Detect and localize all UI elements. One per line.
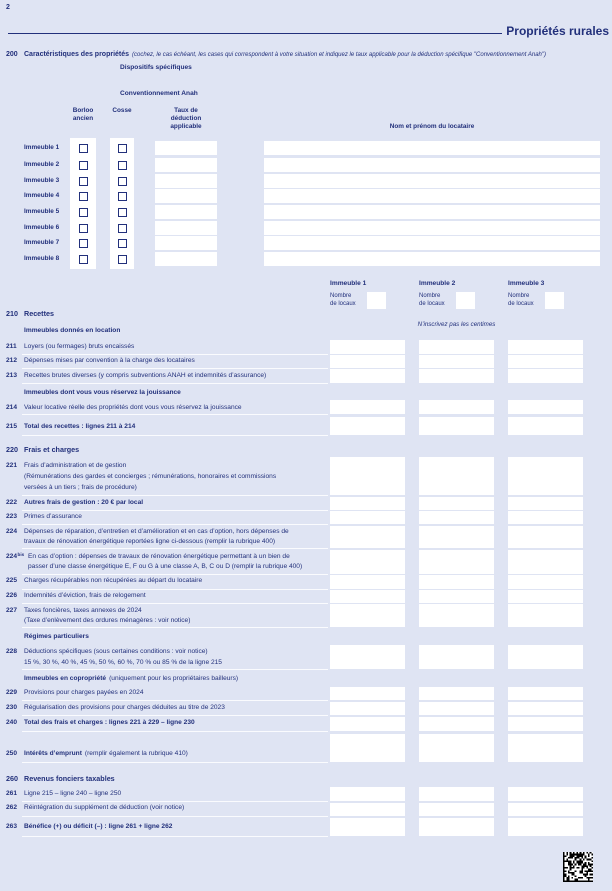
taux-deduction-immeuble-2[interactable]	[155, 158, 217, 172]
line-text: Dépenses de réparation, d’entretien et d’amélioration et en cas d’option, hors dépenses de	[24, 528, 289, 535]
column-header-taux	[158, 107, 214, 131]
page-title: Propriétés rurales	[506, 24, 609, 38]
line-225-code	[6, 576, 17, 586]
row-separator	[22, 574, 328, 575]
checkbox-borloo-immeuble-2[interactable]	[79, 161, 88, 170]
amount-261-immeuble-1[interactable]	[330, 787, 405, 801]
column-header-borloo-line: Borloo	[72, 107, 94, 114]
amount-228-immeuble-1[interactable]	[330, 645, 405, 669]
amount-224-immeuble-3[interactable]	[508, 526, 583, 548]
amount-225-immeuble-2[interactable]	[419, 575, 494, 589]
amount-224-immeuble-2[interactable]	[419, 526, 494, 548]
amount-224bis-immeuble-3[interactable]	[508, 550, 583, 574]
heading-regimes-particuliers-label	[24, 632, 89, 642]
amount-214-immeuble-3[interactable]	[508, 400, 583, 414]
line-263-code	[6, 822, 17, 832]
line-224bis-label	[28, 552, 290, 562]
taux-deduction-immeuble-6[interactable]	[155, 221, 217, 235]
amount-223-immeuble-3[interactable]	[508, 511, 583, 524]
line-code-number: 215	[6, 423, 18, 430]
amount-230-immeuble-3[interactable]	[508, 702, 583, 715]
row-separator	[22, 627, 328, 628]
line-224bis-label	[28, 562, 302, 572]
row-separator	[22, 548, 328, 549]
amount-215-immeuble-1[interactable]	[330, 417, 405, 435]
amount-225-immeuble-1[interactable]	[330, 575, 405, 589]
line-code-number: 214	[6, 404, 18, 411]
row-separator	[22, 816, 328, 817]
line-250-label	[24, 749, 188, 759]
line-227-code	[6, 606, 17, 616]
line-code-number: 260	[6, 774, 18, 783]
amount-column-title: Immeuble 1	[330, 280, 367, 287]
line-code-number: 210	[6, 309, 18, 318]
nom-locataire-immeuble-3[interactable]	[264, 174, 600, 188]
line-code-number: 224	[6, 553, 18, 560]
line-260-label	[24, 774, 115, 784]
line-text: Frais et charges	[24, 445, 80, 454]
nom-locataire-immeuble-1[interactable]	[264, 141, 600, 155]
checkbox-cosse-immeuble-8[interactable]	[118, 255, 127, 264]
amount-228-immeuble-2[interactable]	[419, 645, 494, 669]
line-text: Ligne 215 – ligne 240 – ligne 250	[24, 790, 122, 797]
line-code-number: 226	[6, 592, 18, 599]
amount-215-immeuble-3[interactable]	[508, 417, 583, 435]
line-229-label	[24, 688, 144, 698]
line-220-code	[6, 445, 18, 455]
line-228-label	[24, 647, 208, 657]
taux-deduction-immeuble-4[interactable]	[155, 189, 217, 203]
column-header-borloo-line: ancien	[72, 115, 94, 122]
line-text: (Taxe d’enlèvement des ordures ménagères : voir notice)	[24, 617, 191, 624]
row-separator	[22, 801, 328, 802]
nombre-label-line: Nombre	[508, 293, 530, 299]
taux-deduction-immeuble-7[interactable]	[155, 236, 217, 250]
amount-226-immeuble-1[interactable]	[330, 590, 405, 603]
amount-261-immeuble-3[interactable]	[508, 787, 583, 801]
dispositifs-label: Dispositifs spécifiques	[120, 64, 192, 71]
amount-212-immeuble-1[interactable]	[330, 355, 405, 368]
line-text: Revenus fonciers taxables	[24, 774, 115, 783]
line-240-label	[24, 718, 195, 728]
line-263-label	[24, 822, 172, 832]
amount-215-immeuble-2[interactable]	[419, 417, 494, 435]
amount-229-immeuble-3[interactable]	[508, 687, 583, 700]
line-227-label	[24, 606, 142, 616]
amount-column-title: Immeuble 2	[419, 280, 456, 287]
amount-222-immeuble-1[interactable]	[330, 497, 405, 510]
line-text: Réintégration du supplément de déduction (voir notice)	[24, 804, 185, 811]
immeuble-5-label: Immeuble 5	[24, 208, 60, 215]
page-number: 2	[6, 4, 10, 11]
amount-262-immeuble-2[interactable]	[419, 803, 494, 816]
amount-column-title: Immeuble 3	[508, 280, 545, 287]
line-222-label	[24, 498, 143, 508]
line-code-number: 240	[6, 719, 18, 726]
line-215-code	[6, 422, 17, 432]
checkbox-cosse-immeuble-3[interactable]	[118, 177, 127, 186]
title-rule	[8, 33, 502, 34]
line-226-code	[6, 591, 17, 601]
line-text: Dépenses mises par convention à la charge des locataires	[24, 357, 195, 364]
amount-229-immeuble-2[interactable]	[419, 687, 494, 700]
nom-locataire-immeuble-7[interactable]	[264, 236, 600, 250]
line-210-label	[24, 309, 54, 319]
line-note: (uniquement pour les propriétaires bailleurs)	[109, 675, 239, 682]
row-separator	[22, 589, 328, 590]
line-224bis-code	[6, 552, 24, 562]
amount-261-immeuble-2[interactable]	[419, 787, 494, 801]
row-separator	[22, 603, 328, 604]
line-text: Immeubles dont vous vous réservez la jouissance	[24, 389, 181, 396]
line-text: Autres frais de gestion : 20 € par local	[24, 499, 144, 506]
nom-locataire-immeuble-2[interactable]	[264, 158, 600, 172]
line-code-number: 211	[6, 343, 17, 350]
line-code-number: 222	[6, 499, 18, 506]
nom-locataire-immeuble-4[interactable]	[264, 189, 600, 203]
column-header-borloo	[64, 107, 102, 123]
line-214-label	[24, 403, 242, 413]
amount-221-immeuble-2[interactable]	[419, 457, 494, 495]
line-text: Immeubles en copropriété	[24, 675, 107, 682]
line-240-code	[6, 718, 17, 728]
line-text: Total des frais et charges : lignes 221 à 229 – ligne 230	[24, 719, 195, 726]
line-262-label	[24, 803, 184, 813]
amount-250-immeuble-2[interactable]	[419, 734, 494, 762]
line-230-code	[6, 703, 17, 713]
line-221-label	[24, 483, 137, 493]
line-code-number: 213	[6, 372, 18, 379]
amount-228-immeuble-3[interactable]	[508, 645, 583, 669]
line-code-number: 262	[6, 804, 18, 811]
line-code-number: 212	[6, 357, 18, 364]
line-code-number: 225	[6, 577, 18, 584]
amount-222-immeuble-2[interactable]	[419, 497, 494, 510]
line-text: 15 %, 30 %, 40 %, 45 %, 50 %, 60 %, 70 % ou 85 % de la ligne 215	[24, 659, 222, 666]
row-separator	[22, 836, 328, 837]
line-224-label	[24, 527, 289, 537]
line-text: Valeur locative réelle des propriétés dont vous vous réservez la jouissance	[24, 404, 242, 411]
nombre-label-line: de locaux	[419, 301, 445, 307]
line-text: En cas d’option : dépenses de travaux de rénovation énergétique permettant à un bien de	[28, 553, 290, 560]
line-210-code	[6, 309, 18, 319]
datamatrix-code	[563, 852, 593, 882]
amount-214-immeuble-2[interactable]	[419, 400, 494, 414]
amount-230-immeuble-2[interactable]	[419, 702, 494, 715]
amount-213-immeuble-1[interactable]	[330, 369, 405, 383]
amount-250-immeuble-3[interactable]	[508, 734, 583, 762]
line-214-code	[6, 403, 17, 413]
column-header-taux-line: déduction	[170, 115, 202, 122]
line-text: Régularisation des provisions pour charges déduites au titre de 2023	[24, 704, 225, 711]
line-228-label	[24, 658, 222, 668]
amount-225-immeuble-3[interactable]	[508, 575, 583, 589]
line-code-number: 229	[6, 689, 18, 696]
checkbox-cosse-immeuble-2[interactable]	[118, 161, 127, 170]
line-260-code	[6, 774, 18, 784]
line-text: Indemnités d’éviction, frais de relogement	[24, 592, 146, 599]
line-228-code	[6, 647, 17, 657]
amount-240-immeuble-3[interactable]	[508, 717, 583, 731]
section-200-instruction: (cochez, le cas échéant, les cases qui correspondent à votre situation et indiquez le taux applicable pour la déduction spécifique "Conventionnement Anah")	[132, 52, 547, 58]
line-text: (Rémunérations des gardes et concierges ; rémunérations, honoraires et commissions	[24, 473, 277, 480]
checkbox-cosse-immeuble-6[interactable]	[118, 224, 127, 233]
amount-226-immeuble-2[interactable]	[419, 590, 494, 603]
line-code-number: 221	[6, 462, 18, 469]
amount-240-immeuble-2[interactable]	[419, 717, 494, 731]
amount-226-immeuble-3[interactable]	[508, 590, 583, 603]
nombre-de-locaux-immeuble-1[interactable]	[367, 292, 386, 309]
nombre-label-line: Nombre	[330, 293, 352, 299]
amount-213-immeuble-2[interactable]	[419, 369, 494, 383]
column-header-nom	[264, 123, 600, 131]
line-code-number: 227	[6, 607, 18, 614]
line-text: Régimes particuliers	[24, 633, 89, 640]
checkbox-cosse-immeuble-5[interactable]	[118, 208, 127, 217]
section-200-header	[6, 50, 546, 60]
line-text: Loyers (ou fermages) bruts encaissés	[24, 343, 135, 350]
line-212-label	[24, 356, 195, 366]
amount-224-immeuble-1[interactable]	[330, 526, 405, 548]
row-separator	[22, 715, 328, 716]
nom-locataire-immeuble-5[interactable]	[264, 205, 600, 219]
nom-locataire-immeuble-8[interactable]	[264, 252, 600, 266]
checkbox-borloo-immeuble-7[interactable]	[79, 239, 88, 248]
section-200-title: Caractéristiques des propriétés	[24, 51, 130, 58]
amount-211-immeuble-1[interactable]	[330, 340, 405, 354]
line-code-number: 228	[6, 648, 18, 655]
cosse-column	[110, 138, 134, 269]
amount-223-immeuble-1[interactable]	[330, 511, 405, 524]
line-text: Frais d’administration et de gestion	[24, 462, 127, 469]
amount-262-immeuble-1[interactable]	[330, 803, 405, 816]
amount-250-immeuble-1[interactable]	[330, 734, 405, 762]
amount-222-immeuble-3[interactable]	[508, 497, 583, 510]
column-header-cosse-label: Cosse	[112, 107, 132, 114]
line-text: Bénéfice (+) ou déficit (–) : ligne 261 + ligne 262	[24, 823, 173, 830]
column-header-taux-line: Taux de	[174, 107, 198, 114]
line-223-label	[24, 512, 82, 522]
row-separator	[22, 731, 328, 732]
line-code-number: 250	[6, 750, 18, 757]
amount-227-immeuble-1[interactable]	[330, 604, 405, 627]
checkbox-borloo-immeuble-5[interactable]	[79, 208, 88, 217]
section-200-code: 200	[6, 51, 18, 58]
line-code-number: 223	[6, 513, 18, 520]
line-261-label	[24, 789, 121, 799]
amount-263-immeuble-3[interactable]	[508, 818, 583, 836]
line-code-number: 220	[6, 445, 18, 454]
row-separator	[22, 495, 328, 496]
amount-212-immeuble-2[interactable]	[419, 355, 494, 368]
amount-213-immeuble-3[interactable]	[508, 369, 583, 383]
row-separator	[22, 762, 328, 763]
conventionnement-label: Conventionnement Anah	[120, 90, 198, 97]
row-separator	[22, 383, 328, 384]
immeuble-1-label: Immeuble 1	[24, 144, 60, 151]
checkbox-borloo-immeuble-1[interactable]	[79, 144, 88, 153]
amount-214-immeuble-1[interactable]	[330, 400, 405, 414]
column-header-nom-label: Nom et prénom du locataire	[389, 123, 475, 130]
line-213-code	[6, 371, 17, 381]
line-227-label	[24, 616, 190, 626]
amount-229-immeuble-1[interactable]	[330, 687, 405, 700]
immeuble-6-label: Immeuble 6	[24, 224, 60, 231]
line-code-number: 230	[6, 704, 18, 711]
line-text: versées à un tiers ; frais de procédure)	[24, 484, 137, 491]
line-215-label	[24, 422, 135, 432]
row-separator	[22, 510, 328, 511]
immeuble-8-label: Immeuble 8	[24, 255, 60, 262]
line-text: Taxes foncières, taxes annexes de 2024	[24, 607, 142, 614]
line-222-code	[6, 498, 17, 508]
line-224-code	[6, 527, 17, 537]
line-223-code	[6, 512, 17, 522]
line-text: Recettes brutes diverses (y compris subventions ANAH et indemnités d’assurance)	[24, 372, 267, 379]
row-separator	[22, 414, 328, 415]
line-226-label	[24, 591, 146, 601]
line-220-label	[24, 445, 79, 455]
amount-224bis-immeuble-2[interactable]	[419, 550, 494, 574]
line-211-code	[6, 342, 17, 352]
row-separator	[22, 669, 328, 670]
line-text: Provisions pour charges payées en 2024	[24, 689, 144, 696]
taux-deduction-immeuble-8[interactable]	[155, 252, 217, 266]
line-229-code	[6, 688, 17, 698]
line-text: Recettes	[24, 309, 54, 318]
row-separator	[22, 700, 328, 701]
heading-jouissance-label	[24, 388, 181, 398]
line-230-label	[24, 703, 225, 713]
amount-221-immeuble-3[interactable]	[508, 457, 583, 495]
line-text: passer d’une classe énergétique E, F ou G à une classe A, B, C ou D (remplir la rubrique 400)	[28, 563, 303, 570]
amount-262-immeuble-3[interactable]	[508, 803, 583, 816]
amount-230-immeuble-1[interactable]	[330, 702, 405, 715]
line-221-code	[6, 461, 17, 471]
amount-224bis-immeuble-1[interactable]	[330, 550, 405, 574]
taux-deduction-immeuble-1[interactable]	[155, 141, 217, 155]
checkbox-cosse-immeuble-7[interactable]	[118, 239, 127, 248]
checkbox-borloo-immeuble-8[interactable]	[79, 255, 88, 264]
line-221-label	[24, 461, 126, 471]
line-262-code	[6, 803, 17, 813]
amount-211-immeuble-3[interactable]	[508, 340, 583, 354]
amount-227-immeuble-3[interactable]	[508, 604, 583, 627]
line-code-suffix: bis	[17, 552, 25, 557]
amount-212-immeuble-3[interactable]	[508, 355, 583, 368]
line-261-code	[6, 789, 17, 799]
nombre-de-locaux-label	[419, 292, 445, 308]
immeuble-4-label: Immeuble 4	[24, 192, 60, 199]
line-text: Intérêts d’emprunt	[24, 750, 82, 757]
nombre-label-line: de locaux	[508, 301, 534, 307]
line-213-label	[24, 371, 266, 381]
line-text: Déductions spécifiques (sous certaines conditions : voir notice)	[24, 648, 208, 655]
nombre-label-line: Nombre	[419, 293, 441, 299]
row-separator	[22, 368, 328, 369]
line-221-label	[24, 472, 276, 482]
heading-immeubles-donnes-en-location-label	[24, 326, 120, 336]
line-211-label	[24, 342, 134, 352]
amount-223-immeuble-2[interactable]	[419, 511, 494, 524]
amount-263-immeuble-1[interactable]	[330, 818, 405, 836]
checkbox-cosse-immeuble-4[interactable]	[118, 192, 127, 201]
row-separator	[22, 524, 328, 525]
line-text: Primes d’assurance	[24, 513, 82, 520]
immeuble-7-label: Immeuble 7	[24, 239, 60, 246]
nombre-de-locaux-immeuble-3[interactable]	[545, 292, 564, 309]
amount-263-immeuble-2[interactable]	[419, 818, 494, 836]
immeuble-2-label: Immeuble 2	[24, 161, 60, 168]
heading-copropriete-label	[24, 674, 238, 684]
line-code-number: 224	[6, 528, 18, 535]
amount-227-immeuble-2[interactable]	[419, 604, 494, 627]
nombre-de-locaux-label	[508, 292, 534, 308]
line-text: travaux de rénovation énergétique reportées ligne ci-dessous (remplir la rubrique 400)	[24, 538, 276, 545]
line-224-label	[24, 537, 275, 547]
taux-deduction-immeuble-5[interactable]	[155, 205, 217, 219]
nombre-de-locaux-label	[330, 292, 356, 308]
line-text: Charges récupérables non récupérées au départ du locataire	[24, 577, 203, 584]
amount-221-immeuble-1[interactable]	[330, 457, 405, 495]
nombre-label-line: de locaux	[330, 301, 356, 307]
amount-211-immeuble-2[interactable]	[419, 340, 494, 354]
line-text: Total des recettes : lignes 211 à 214	[24, 423, 136, 430]
checkbox-borloo-immeuble-3[interactable]	[79, 177, 88, 186]
line-225-label	[24, 576, 202, 586]
line-250-code	[6, 749, 17, 759]
line-code-number: 263	[6, 823, 18, 830]
line-text: Immeubles donnés en location	[24, 327, 121, 334]
checkbox-cosse-immeuble-1[interactable]	[118, 144, 127, 153]
centimes-note: N’inscrivez pas les centimes	[417, 321, 496, 328]
nom-locataire-immeuble-6[interactable]	[264, 221, 600, 235]
line-212-code	[6, 356, 17, 366]
column-header-cosse	[104, 107, 140, 115]
taux-deduction-immeuble-3[interactable]	[155, 174, 217, 188]
nombre-de-locaux-immeuble-2[interactable]	[456, 292, 475, 309]
row-separator	[22, 435, 328, 436]
column-header-taux-line: applicable	[170, 123, 202, 130]
checkbox-borloo-immeuble-6[interactable]	[79, 224, 88, 233]
checkbox-borloo-immeuble-4[interactable]	[79, 192, 88, 201]
borloo-column	[70, 138, 96, 269]
line-code-number: 261	[6, 790, 18, 797]
amount-240-immeuble-1[interactable]	[330, 717, 405, 731]
immeuble-3-label: Immeuble 3	[24, 177, 60, 184]
row-separator	[22, 354, 328, 355]
line-note: (remplir également la rubrique 410)	[84, 750, 188, 757]
